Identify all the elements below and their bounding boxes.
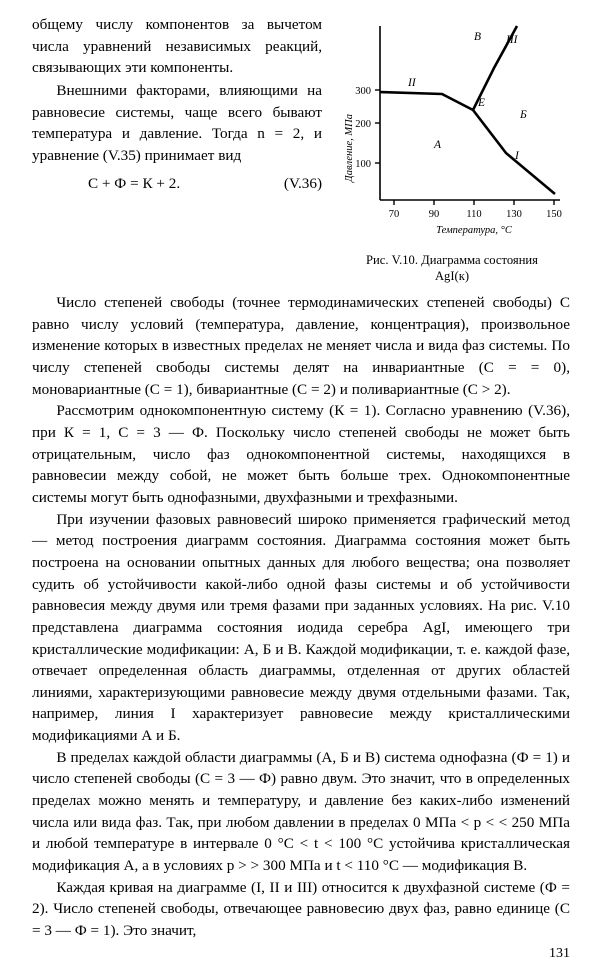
phase-diagram-svg <box>334 18 570 240</box>
region-label-v: В <box>474 31 482 43</box>
paragraph-continuation: общему числу компонентов за вычетом числа уравнений независимых реакций, связывающих эти компоненты. <box>32 16 322 77</box>
formula-v36 <box>32 173 322 195</box>
figure-caption <box>334 252 570 285</box>
region-label-b: Б <box>520 109 527 121</box>
x-tick-130: 130 <box>506 209 522 220</box>
x-tick-90: 90 <box>428 209 440 220</box>
y-tick-200: 200 <box>355 119 371 130</box>
paragraph-one-component: Рассмотрим однокомпонентную систему (К = 1). Согласно уравнению (V.36), при К = 1, С = 3 — Ф. Поскольку число степеней свободы не может быть отрицательным, число фаз однокомпонентной системы, находящихся в равновесии между собой, не может быть больше трех. Однокомпонентные системы могут быть однофазными, двухфазными и трехфазными. <box>32 402 570 506</box>
curve-label-iii: III <box>506 34 518 46</box>
figure-block <box>334 18 570 285</box>
body-text <box>32 292 570 942</box>
page-number: 131 <box>549 946 570 961</box>
x-tick-150: 150 <box>546 209 562 220</box>
formula-text: С + Ф = К + 2. <box>88 174 181 192</box>
figure-caption-line1: Рис. V.10. Диаграмма состояния <box>366 253 538 267</box>
paragraph-graphic-method: При изучении фазовых равновесий широко применяется графический метод — метод построения диаграмм состояния. Диаграмма состояния может быть построена на основании опытных данных для любого вещества; она позволяет судить об устойчивости какой-либо одной фазы системы и об устойчивости равновесия между двумя или тремя фазами при заданных условиях. На рис. V.10 представлена диаграмма состояния иодида серебра AgI, имеющего три кристаллические модификации: А, Б и В. Каждой модификации, т. е. каждой фазе, отвечает определенная область диаграммы, отделенная от других областей линиями, характеризующими равновесие между двумя отдельными фазами. Так, например, линия I характеризует равновесие между кристаллическими модификациями А и Б. <box>32 510 570 745</box>
left-text-column <box>32 14 322 198</box>
triple-point-label: Е <box>478 97 486 109</box>
x-tick-70: 70 <box>388 209 400 220</box>
figure-caption-line2: AgI(к) <box>434 269 470 284</box>
y-tick-100: 100 <box>355 159 371 170</box>
x-axis-label: Температура, °C <box>436 225 512 236</box>
paragraph-curves: Каждая кривая на диаграмме (I, II и III) относится к двухфазной системе (Ф = 2). Число степеней свободы, отвечающее равновесию двух фаз, равно единице (С = 3 — Ф = 1). Это значит, <box>32 878 570 940</box>
curve-label-ii: II <box>408 77 416 89</box>
paragraph-degrees-of-freedom: Число степеней свободы (точнее термодинамических степеней свободы) С равно числу условий (температура, давление, концентрация), произвольное изменение которых в известных пределах не меняет числа и вида фаз системы. По числу степеней свободы системы делят на инвариантные (С = = 0), моновариантные (С = 1), бивариантные (С = 2) и поливариантные (С > 2). <box>32 294 570 398</box>
page-content <box>32 14 570 942</box>
top-block <box>32 14 570 290</box>
y-axis-label: Давление, МПа <box>344 114 355 182</box>
curve-label-i: I <box>515 150 519 162</box>
paragraph-external-factors: Внешними факторами, влияющими на равновесие системы, чаще всего бывают температура и давление. Тогда n = 2, и уравнение (V.35) принимает вид <box>32 82 322 164</box>
formula-number: (V.36) <box>283 174 322 192</box>
paragraph-regions: В пределах каждой области диаграммы (А, Б и В) система однофазна (Ф = 1) и число степеней свободы (С = 3 — Ф) равно двум. Это значит, что в определенных пределах можно менять и температуру, и давление без каких-либо изменений числа или вида фаз. Так, при любом давлении в пределах 0 МПа < p < < 250 МПа и любой температуре в интервале 0 °C < t < 100 °C устойчива кристаллическая модификация А, а в условиях p > > 300 МПа и t < 110 °C — модификация В. <box>32 748 570 875</box>
region-label-a: А <box>434 139 442 151</box>
phase-diagram-chart <box>334 18 570 240</box>
x-tick-110: 110 <box>466 209 482 220</box>
y-tick-300: 300 <box>355 86 371 97</box>
